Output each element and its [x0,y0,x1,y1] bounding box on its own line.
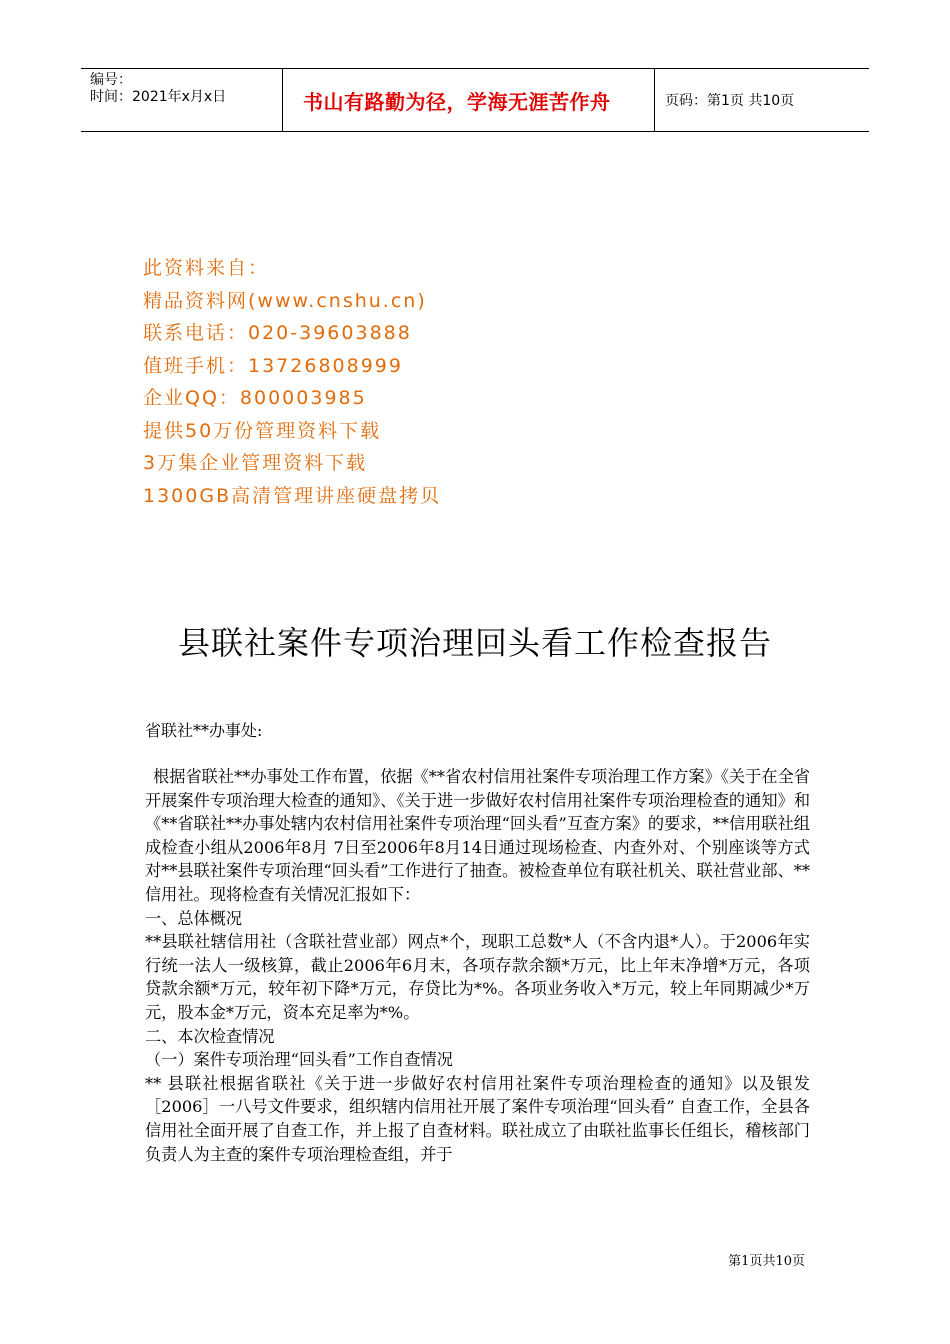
document-title: 县联社案件专项治理回头看工作检查报告 [177,624,772,662]
paragraph-selfcheck: ** 县联社根据省联社《关于进一步做好农村信用社案件专项治理检查的通知》以及银发［2006］一八号文件要求，组织辖内信用社开展了案件专项治理“回头看” 自查工作，全县各信用社全面开展了自查工作，并上报了自查材料。联社成立了由联社监事长任组长，稽核部门负责人为主查的案件专项治理检查组，并于 [145,1073,810,1164]
promo-line-offer-2: 3万集企业管理资料下载 [143,452,368,474]
motto-text: 书山有路勤为径，学海无涯苦作舟 [303,89,611,114]
time-label: 时间：2021年x月x日 [90,89,227,105]
header-table [81,68,869,132]
document-body [145,765,810,1166]
header-motto-cell [283,69,655,131]
promo-line-qq: 企业QQ：800003985 [143,387,367,409]
promo-block [143,252,441,512]
section-heading-inspection: 二、本次检查情况 [145,1026,275,1046]
section-heading-overview: 一、总体概况 [145,908,243,928]
salutation: 省联社**办事处: [145,721,263,740]
promo-line-phone: 联系电话：020-39603888 [143,322,412,344]
promo-line-mobile: 值班手机：13726808999 [143,354,403,377]
paragraph-intro: 根据省联社**办事处工作布置，依据《**省农村信用社案件专项治理工作方案》《关于在全省开展案件专项治理大检查的通知》、《关于进一步做好农村信用社案件专项治理检查的通知》和《**省联社**办事处辖内农村信用社案件专项治理“回头看”互查方案》的要求，**信用联社组成检查小组从2006年8月 7日至2006年8月14日通过现场检查、内查外对、个别座谈等方式对**县联社案件专项治理“回头看”工作进行了抽查。被检查单位有联社机关、联社营业部、**信用社。现将检查有关情况汇报如下： [145,767,810,904]
promo-line-source: 此资料来自： [143,257,270,279]
page-footer: 第1页共10页 [728,1254,805,1269]
promo-line-offer-3: 1300GB高清管理讲座硬盘拷贝 [143,484,442,507]
page-label: 页码：第1页 共10页 [665,93,795,109]
header-page-cell [655,69,869,131]
header-meta-cell [81,69,283,131]
promo-line-website: 精品资料网(www.cnshu.cn) [143,289,427,312]
paragraph-overview: **县联社辖信用社（含联社营业部）网点*个，现职工总数*人（不含内退*人）。于2006年实行统一法人一级核算，截止2006年6月末，各项存款余额*万元，比上年末净增*万元，各项贷款余额*万元，较年初下降*万元，存贷比为*%。各项业务收入*万元，较上年同期减少*万元，股本金*万元，资本充足率为*%。 [145,932,810,1022]
subsection-heading-selfcheck: （一）案件专项治理“回头看”工作自查情况 [145,1050,453,1070]
promo-line-offer-1: 提供50万份管理资料下载 [143,419,382,442]
code-label: 编号： [90,72,132,88]
